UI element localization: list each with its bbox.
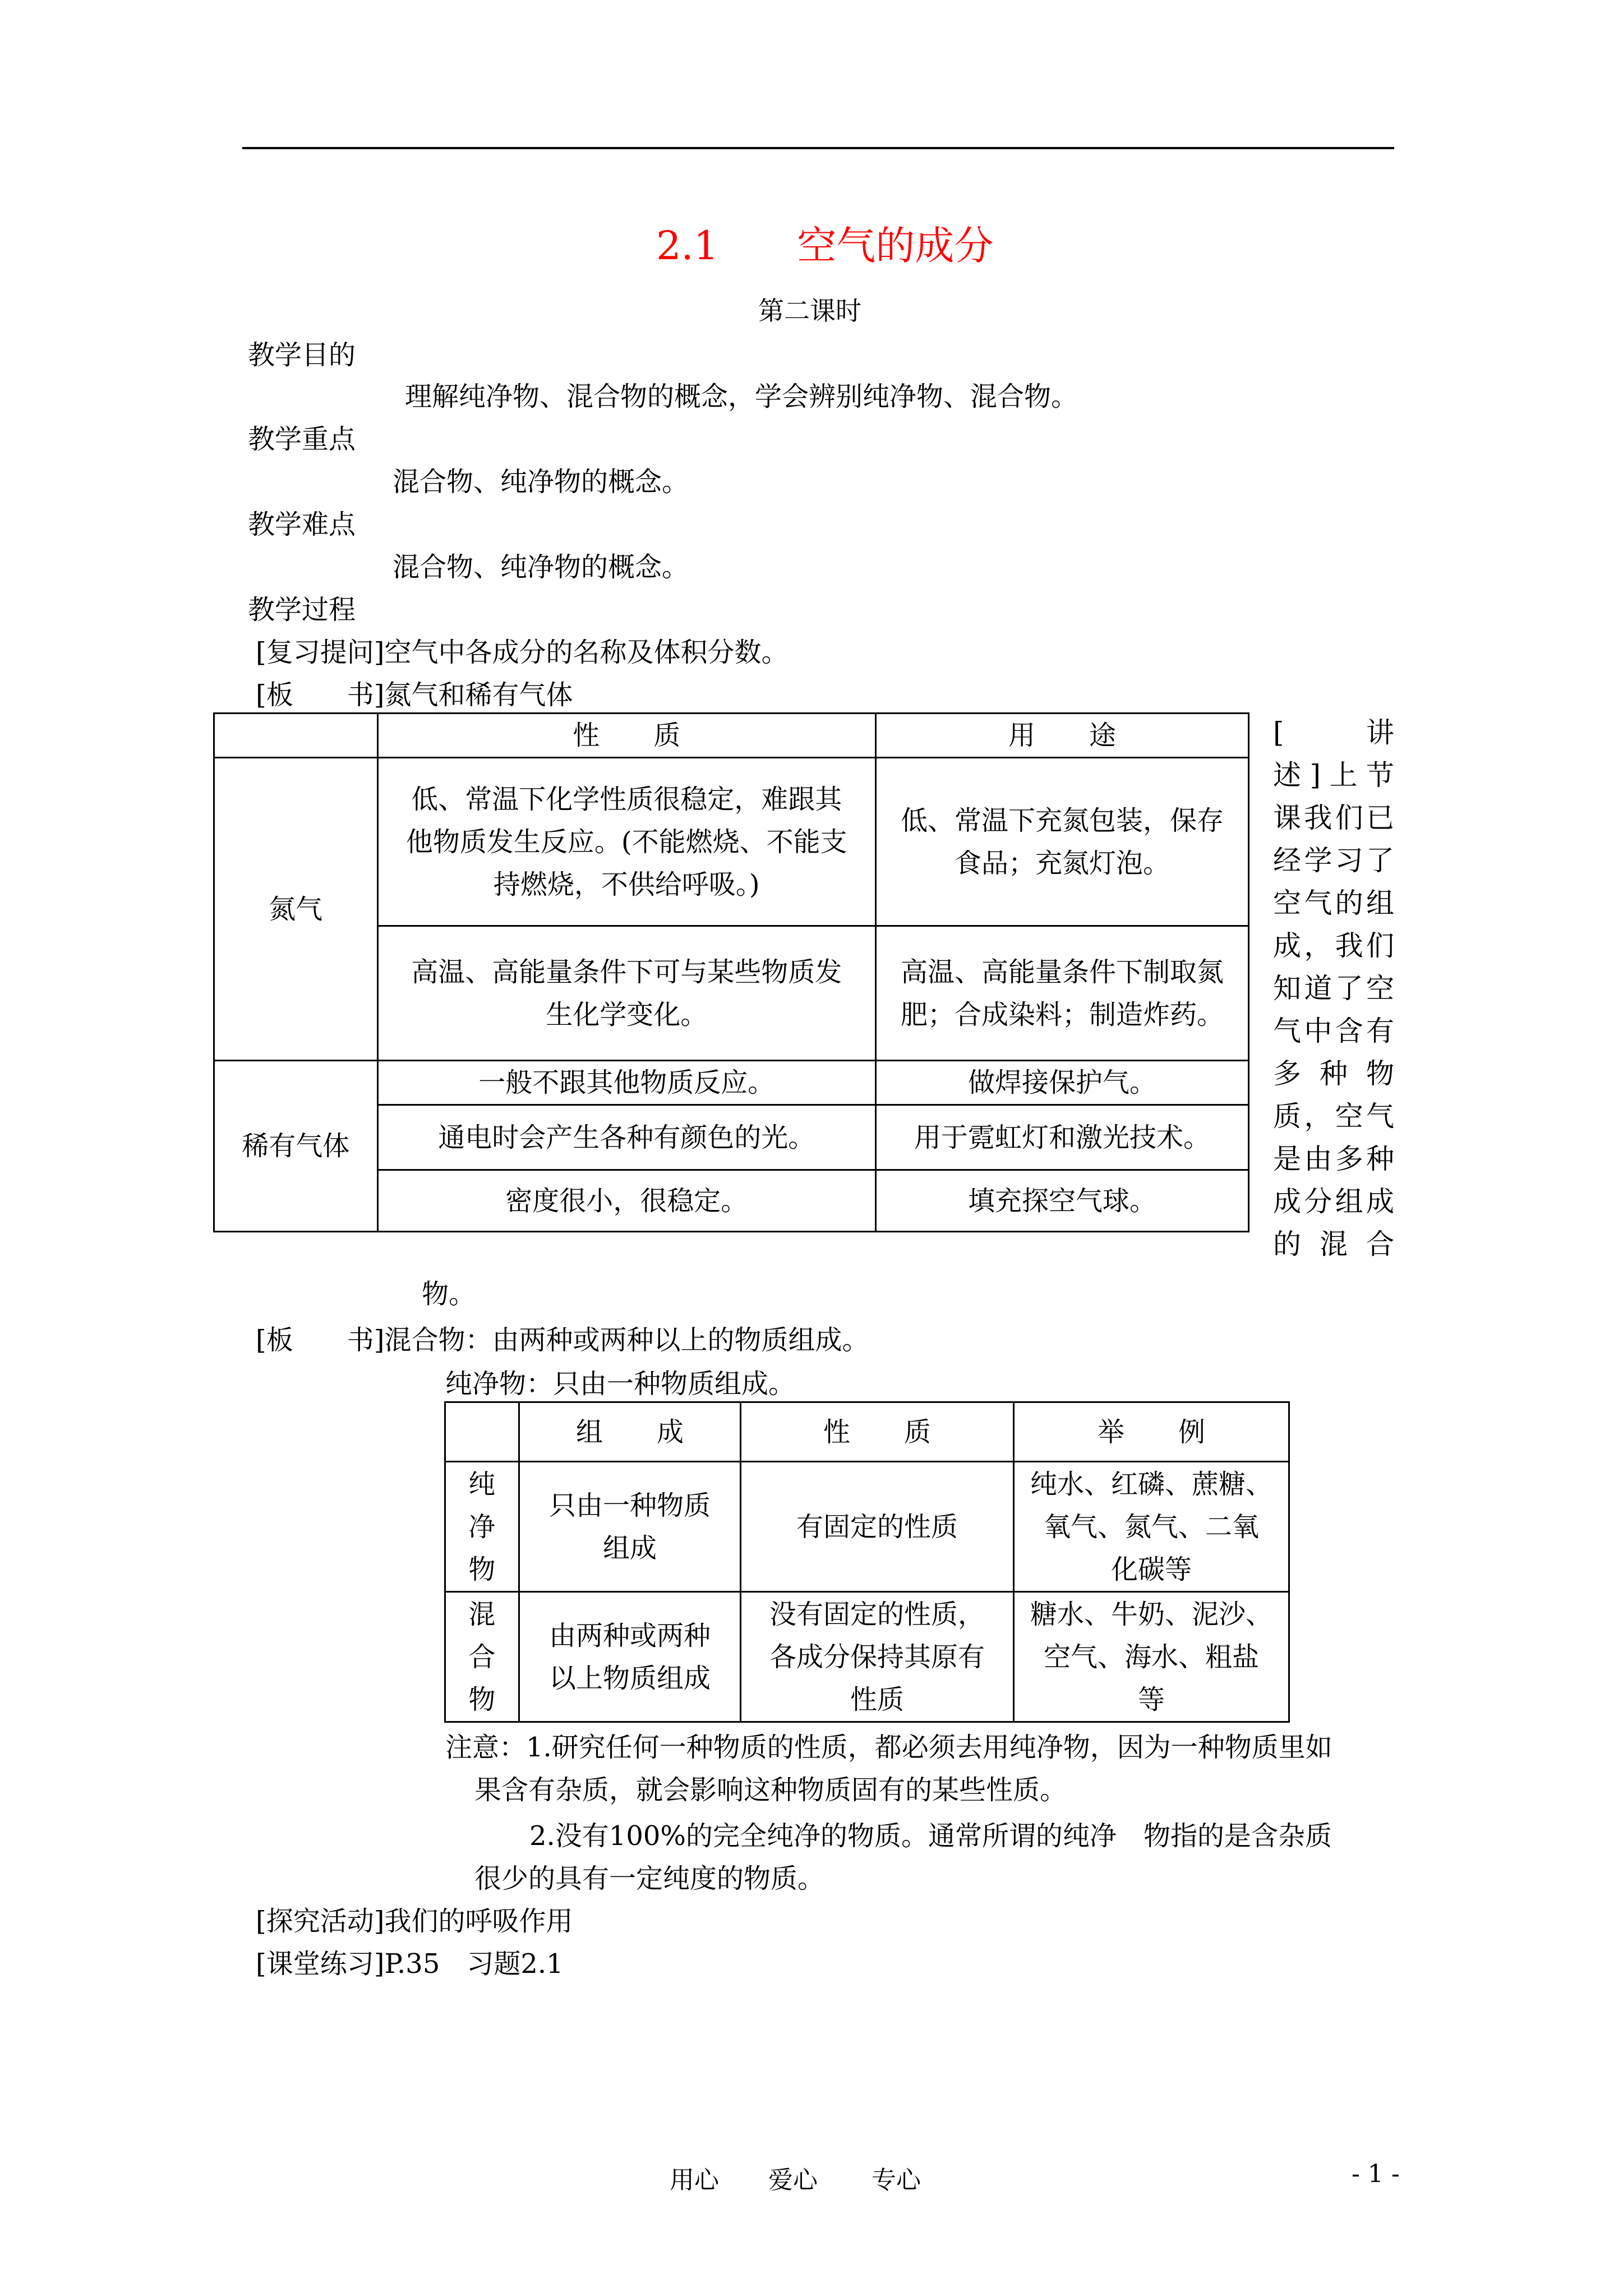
board1-text: 氮气和稀有气体 xyxy=(384,679,573,711)
cell-line: 高温、高能量条件下制取氮 xyxy=(901,956,1224,988)
page-number: - 1 - xyxy=(1352,2160,1400,2188)
side-note-line: [ 讲 xyxy=(1273,716,1394,749)
practice-tag: [课堂练习] xyxy=(256,1948,385,1980)
footer-item: 爱心 xyxy=(768,2166,818,2194)
note2-line1: 2.没有100%的完全纯净的物质。通常所谓的纯净 物指的是含杂质 xyxy=(529,1820,1332,1852)
side-note-line: 成，我们 xyxy=(1273,930,1394,962)
cell-line: 混 xyxy=(468,1598,496,1630)
matter-table-corner xyxy=(445,1402,519,1462)
side-note-line: 成分组成 xyxy=(1273,1185,1394,1218)
pure-definition: 纯净物：只由一种物质组成。 xyxy=(445,1368,796,1400)
nitrogen-use-1 xyxy=(876,758,1249,926)
cell-line: 纯 xyxy=(468,1468,496,1500)
goal-text: 理解纯净物、混合物的概念，学会辨别纯净物、混合物。 xyxy=(405,381,1078,412)
side-note-line: 空气的组 xyxy=(1273,887,1394,919)
process-label: 教学过程 xyxy=(248,594,356,625)
cell-line: 以上物质组成 xyxy=(548,1662,711,1694)
matter-table xyxy=(444,1401,1290,1723)
footer-item: 专心 xyxy=(872,2166,921,2194)
gas-table xyxy=(213,712,1249,1232)
footer-item: 用心 xyxy=(670,2166,719,2194)
rare-property-3: 密度很小，很稳定。 xyxy=(377,1170,875,1232)
review-line xyxy=(256,631,788,669)
cell-line: 低、常温下充氮包装，保存 xyxy=(901,804,1224,836)
pure-composition xyxy=(519,1462,740,1592)
cell-line: 食品；充氮灯泡。 xyxy=(955,847,1170,879)
cell-line: 纯水、红磷、蔗糖、 xyxy=(1030,1468,1273,1500)
side-note-line: 是由多种 xyxy=(1273,1143,1394,1175)
explore-text: 我们的呼吸作用 xyxy=(384,1906,573,1937)
side-note-line: 知道了空 xyxy=(1273,972,1394,1005)
matter-header-property: 性 质 xyxy=(741,1402,1014,1462)
key-label: 教学重点 xyxy=(248,424,356,455)
subtitle: 第二课时 xyxy=(758,296,861,326)
cell-line: 他物质发生反应。(不能燃烧、不能支 xyxy=(405,826,847,858)
cell-line: 糖水、牛奶、泥沙、 xyxy=(1030,1598,1273,1630)
practice-line xyxy=(256,1942,564,1981)
cell-line: 由两种或两种 xyxy=(548,1619,711,1651)
explore-tag: [探究活动] xyxy=(256,1906,385,1937)
side-note-line: 课我们已 xyxy=(1273,802,1394,834)
cell-line: 氧气、氮气、二氧 xyxy=(1044,1511,1260,1543)
note2-line2: 很少的具有一定纯度的物质。 xyxy=(474,1863,825,1894)
rare-use-3: 填充探空气球。 xyxy=(876,1170,1249,1232)
nitrogen-property-1 xyxy=(377,758,875,926)
cell-line: 高温、高能量条件下可与某些物质发 xyxy=(411,956,842,988)
rare-use-1: 做焊接保护气。 xyxy=(876,1061,1249,1105)
cell-line: 物 xyxy=(468,1683,496,1715)
side-note-line: 述]上节 xyxy=(1273,759,1394,792)
rare-property-1: 一般不跟其他物质反应。 xyxy=(377,1061,875,1105)
cell-line: 肥；合成染料；制造炸药。 xyxy=(901,999,1224,1030)
cell-line: 生化学变化。 xyxy=(546,999,708,1030)
side-note-line: 经学习了 xyxy=(1273,844,1394,877)
cell-line: 性质 xyxy=(850,1683,905,1715)
cell-line: 物 xyxy=(468,1553,496,1585)
rare-gas-label: 稀有气体 xyxy=(214,1061,378,1232)
header-rule xyxy=(242,147,1394,149)
title-number: 2.1 xyxy=(656,223,719,269)
side-note xyxy=(1273,711,1394,1266)
pure-property xyxy=(741,1462,1014,1592)
difficulty-label: 教学难点 xyxy=(248,509,356,540)
cell-line: 低、常温下化学性质很稳定，难跟其 xyxy=(411,783,842,815)
title-text: 空气的成分 xyxy=(797,223,994,269)
mixture-composition xyxy=(519,1592,740,1722)
cell-line: 净 xyxy=(468,1511,496,1543)
cell-line: 合 xyxy=(468,1641,496,1673)
cell-line: 等 xyxy=(1138,1683,1165,1715)
review-tag: [复习提问] xyxy=(256,637,385,668)
nitrogen-property-2 xyxy=(377,926,875,1061)
note1-line2: 果含有杂质，就会影响这种物质固有的某些性质。 xyxy=(474,1774,1067,1806)
rare-use-2: 用于霓虹灯和激光技术。 xyxy=(876,1105,1249,1170)
mixture-label xyxy=(445,1592,519,1722)
board2-line xyxy=(256,1318,869,1357)
key-text: 混合物、纯净物的概念。 xyxy=(393,466,689,498)
board1-line xyxy=(256,673,573,712)
pure-examples xyxy=(1014,1462,1289,1592)
gas-table-header-use: 用 途 xyxy=(876,714,1249,758)
board1-tag: [板 书] xyxy=(256,679,385,711)
matter-header-examples: 举 例 xyxy=(1014,1402,1289,1462)
cell-line: 没有固定的性质， xyxy=(769,1598,985,1630)
side-note-line: 的混合 xyxy=(1273,1228,1394,1260)
side-note-line: 气中含有 xyxy=(1273,1015,1394,1047)
nitrogen-label: 氮气 xyxy=(214,758,378,1061)
nitrogen-use-2 xyxy=(876,926,1249,1061)
matter-header-composition: 组 成 xyxy=(519,1402,740,1462)
mixture-property xyxy=(741,1592,1014,1722)
practice-text: P.35 习题2.1 xyxy=(384,1948,564,1980)
side-note-line: 质，空气 xyxy=(1273,1100,1394,1133)
cell-line: 各成分保持其原有 xyxy=(769,1641,985,1673)
mixture-definition: 混合物：由两种或两种以上的物质组成。 xyxy=(384,1324,869,1356)
side-note-tail: 物。 xyxy=(422,1278,476,1310)
cell-line: 组成 xyxy=(602,1532,657,1564)
cell-line: 只由一种物质 xyxy=(548,1489,711,1521)
side-note-line: 多种物 xyxy=(1273,1057,1394,1090)
rare-property-2: 通电时会产生各种有颜色的光。 xyxy=(377,1105,875,1170)
pure-label xyxy=(445,1462,519,1592)
mixture-examples xyxy=(1014,1592,1289,1722)
gas-table-corner xyxy=(214,714,378,758)
goal-label: 教学目的 xyxy=(248,339,356,371)
page-title xyxy=(656,214,993,271)
note1-line1: 注意：1.研究任何一种物质的性质，都必须去用纯净物，因为一种物质里如 xyxy=(445,1732,1332,1763)
board2-tag: [板 书] xyxy=(256,1324,385,1356)
cell-line: 持燃烧，不供给呼吸。) xyxy=(493,868,760,900)
cell-line: 空气、海水、粗盐 xyxy=(1044,1641,1260,1673)
cell-line: 有固定的性质 xyxy=(796,1511,958,1543)
explore-line xyxy=(256,1899,573,1938)
review-text: 空气中各成分的名称及体积分数。 xyxy=(384,637,789,668)
difficulty-text: 混合物、纯净物的概念。 xyxy=(393,551,689,583)
cell-line: 化碳等 xyxy=(1111,1553,1192,1585)
gas-table-header-property: 性 质 xyxy=(377,714,875,758)
